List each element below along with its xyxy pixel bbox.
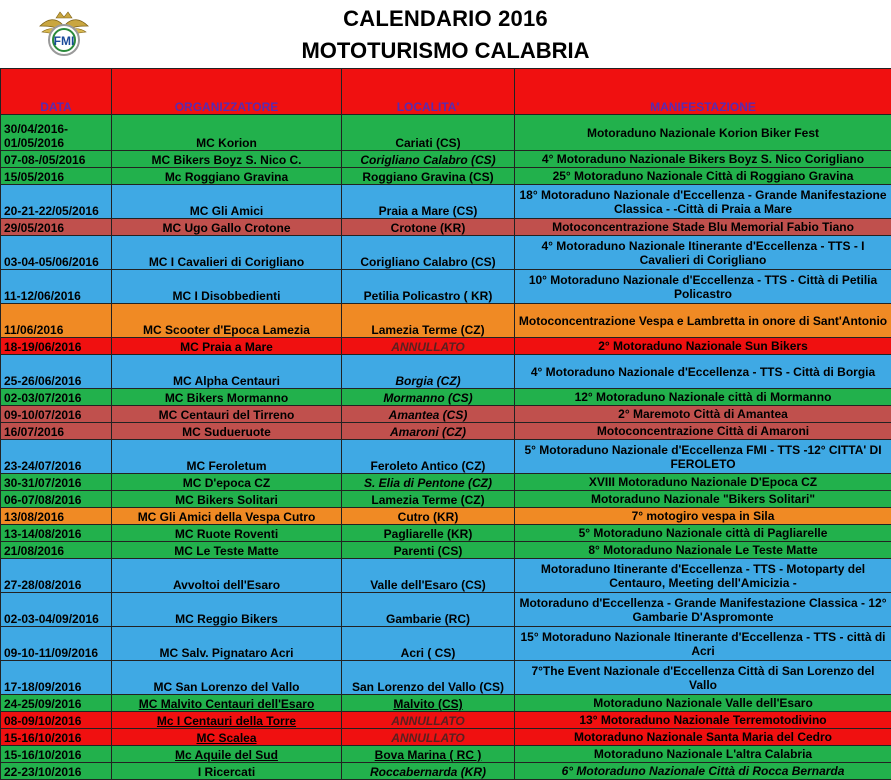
row-localita: Bova Marina ( RC ) — [342, 746, 515, 763]
row-localita: Roggiano Gravina (CS) — [342, 168, 515, 185]
table-row — [1, 406, 891, 423]
table-row — [1, 219, 891, 236]
row-organizzatore: Mc I Centauri della Torre — [112, 712, 342, 729]
table-row — [1, 115, 891, 151]
row-localita: Malvito (CS) — [342, 695, 515, 712]
row-date: 29/05/2016 — [1, 219, 112, 236]
row-organizzatore: Mc Aquile del Sud — [112, 746, 342, 763]
row-date: 25-26/06/2016 — [1, 355, 112, 389]
calendar-table-body — [1, 69, 891, 780]
calendar-table — [0, 68, 891, 780]
row-localita: Cutro (KR) — [342, 508, 515, 525]
row-date: 23-24/07/2016 — [1, 440, 112, 474]
table-row — [1, 542, 891, 559]
row-date: 07-08-/05/2016 — [1, 151, 112, 168]
page-title: CALENDARIO 2016 — [0, 6, 891, 32]
row-localita: Lamezia Terme (CZ) — [342, 491, 515, 508]
row-organizzatore: MC Ruote Roventi — [112, 525, 342, 542]
row-date: 30-31/07/2016 — [1, 474, 112, 491]
table-row — [1, 338, 891, 355]
row-date: 21/08/2016 — [1, 542, 112, 559]
row-manifestazione: Motoraduno Nazionale Korion Biker Fest — [515, 115, 891, 151]
row-manifestazione: Motoraduno Nazionale Valle dell'Esaro — [515, 695, 891, 712]
row-manifestazione: 6° Motoraduno Nazionale Città di Rocca Bernarda — [515, 763, 891, 780]
row-manifestazione: 4° Motoraduno Nazionale d'Eccellenza - TTS - Città di Borgia — [515, 355, 891, 389]
row-date: 20-21-22/05/2016 — [1, 185, 112, 219]
row-organizzatore: MC Reggio Bikers — [112, 593, 342, 627]
table-row — [1, 763, 891, 780]
row-organizzatore: MC Korion — [112, 115, 342, 151]
row-organizzatore: MC Bikers Solitari — [112, 491, 342, 508]
row-localita: Acri ( CS) — [342, 627, 515, 661]
row-date: 03-04-05/06/2016 — [1, 236, 112, 270]
row-organizzatore: MC Praia a Mare — [112, 338, 342, 355]
table-row — [1, 389, 891, 406]
row-manifestazione: 4° Motoraduno Nazionale Itinerante d'Eccellenza - TTS - I Cavalieri di Corigliano — [515, 236, 891, 270]
row-date: 15-16/10/2016 — [1, 729, 112, 746]
table-row — [1, 491, 891, 508]
row-manifestazione: Motoraduno Nazionale Santa Maria del Cedro — [515, 729, 891, 746]
row-localita: Corigliano Calabro (CS) — [342, 236, 515, 270]
table-row — [1, 304, 891, 338]
row-manifestazione: Motoraduno Nazionale L'altra Calabria — [515, 746, 891, 763]
row-manifestazione: 10° Motoraduno Nazionale d'Eccellenza - TTS - Città di Petilia Policastro — [515, 270, 891, 304]
table-row — [1, 695, 891, 712]
row-organizzatore: MC Scalea — [112, 729, 342, 746]
row-manifestazione: Motoconcentrazione Vespa e Lambretta in onore di Sant'Antonio — [515, 304, 891, 338]
column-header-organizzatore: ORGANIZZATORE — [112, 69, 342, 115]
column-header-localita: LOCALITA' — [342, 69, 515, 115]
row-localita: Corigliano Calabro (CS) — [342, 151, 515, 168]
table-row — [1, 559, 891, 593]
table-row — [1, 270, 891, 304]
row-manifestazione: 8° Motoraduno Nazionale Le Teste Matte — [515, 542, 891, 559]
table-row — [1, 593, 891, 627]
row-manifestazione: 15° Motoraduno Nazionale Itinerante d'Eccellenza - TTS - città di Acri — [515, 627, 891, 661]
row-date: 09-10/07/2016 — [1, 406, 112, 423]
row-organizzatore: MC Sudueruote — [112, 423, 342, 440]
row-manifestazione: 5° Motoraduno Nazionale d'Eccellenza FMI - TTS -12° CITTA' DI FEROLETO — [515, 440, 891, 474]
page-subtitle: MOTOTURISMO CALABRIA — [0, 38, 891, 64]
row-localita: Amaroni (CZ) — [342, 423, 515, 440]
row-date: 02-03/07/2016 — [1, 389, 112, 406]
row-organizzatore: MC Salv. Pignataro Acri — [112, 627, 342, 661]
row-date: 02-03-04/09/2016 — [1, 593, 112, 627]
row-organizzatore: MC Ugo Gallo Crotone — [112, 219, 342, 236]
svg-text:FMI: FMI — [54, 34, 75, 48]
row-localita: Petilia Policastro ( KR) — [342, 270, 515, 304]
row-localita: ANNULLATO — [342, 338, 515, 355]
row-localita: Pagliarelle (KR) — [342, 525, 515, 542]
row-organizzatore: MC Bikers Boyz S. Nico C. — [112, 151, 342, 168]
row-localita: Amantea (CS) — [342, 406, 515, 423]
row-date: 13/08/2016 — [1, 508, 112, 525]
table-row — [1, 746, 891, 763]
row-date: 11/06/2016 — [1, 304, 112, 338]
row-localita: Mormanno (CS) — [342, 389, 515, 406]
row-manifestazione: 5° Motoraduno Nazionale città di Pagliarelle — [515, 525, 891, 542]
row-date: 06-07/08/2016 — [1, 491, 112, 508]
page-header — [0, 0, 891, 68]
row-localita: Parenti (CS) — [342, 542, 515, 559]
row-organizzatore: Mc Roggiano Gravina — [112, 168, 342, 185]
row-localita: San Lorenzo del Vallo (CS) — [342, 661, 515, 695]
table-row — [1, 236, 891, 270]
row-localita: ANNULLATO — [342, 712, 515, 729]
table-row — [1, 729, 891, 746]
table-row — [1, 661, 891, 695]
row-manifestazione: Motoraduno Itinerante d'Eccellenza - TTS - Motoparty del Centauro, Meeting dell'Amicizia - — [515, 559, 891, 593]
row-localita: Praia a Mare (CS) — [342, 185, 515, 219]
row-localita: S. Elia di Pentone (CZ) — [342, 474, 515, 491]
row-manifestazione: Motoraduno d'Eccellenza - Grande Manifestazione Classica - 12° Gambarie D'Aspromonte — [515, 593, 891, 627]
row-organizzatore: MC Bikers Mormanno — [112, 389, 342, 406]
table-row — [1, 712, 891, 729]
row-manifestazione: 2° Motoraduno Nazionale Sun Bikers — [515, 338, 891, 355]
row-date: 11-12/06/2016 — [1, 270, 112, 304]
row-localita: Lamezia Terme (CZ) — [342, 304, 515, 338]
table-row — [1, 168, 891, 185]
row-organizzatore: MC D'epoca CZ — [112, 474, 342, 491]
row-organizzatore: MC Centauri del Tirreno — [112, 406, 342, 423]
row-manifestazione: 12° Motoraduno Nazionale città di Mormanno — [515, 389, 891, 406]
row-date: 09-10-11/09/2016 — [1, 627, 112, 661]
row-manifestazione: XVIII Motoraduno Nazionale D'Epoca CZ — [515, 474, 891, 491]
row-date: 17-18/09/2016 — [1, 661, 112, 695]
row-date: 22-23/10/2016 — [1, 763, 112, 780]
table-row — [1, 508, 891, 525]
row-localita: Gambarie (RC) — [342, 593, 515, 627]
table-header-row — [1, 69, 891, 115]
column-header-data: DATA — [1, 69, 112, 115]
row-date: 13-14/08/2016 — [1, 525, 112, 542]
row-localita: Roccabernarda (KR) — [342, 763, 515, 780]
row-organizzatore: MC Malvito Centauri dell'Esaro — [112, 695, 342, 712]
table-row — [1, 423, 891, 440]
row-date: 08-09/10/2016 — [1, 712, 112, 729]
table-row — [1, 627, 891, 661]
table-row — [1, 185, 891, 219]
row-organizzatore: MC Alpha Centauri — [112, 355, 342, 389]
row-organizzatore: MC I Cavalieri di Corigliano — [112, 236, 342, 270]
row-localita: Cariati (CS) — [342, 115, 515, 151]
row-localita: Borgia (CZ) — [342, 355, 515, 389]
row-manifestazione: 7° motogiro vespa in Sila — [515, 508, 891, 525]
row-manifestazione: 18° Motoraduno Nazionale d'Eccellenza - Grande Manifestazione Classica - -Città di Praia a Mare — [515, 185, 891, 219]
row-manifestazione: 13° Motoraduno Nazionale Terremotodivino — [515, 712, 891, 729]
table-row — [1, 474, 891, 491]
row-organizzatore: MC Le Teste Matte — [112, 542, 342, 559]
table-row — [1, 525, 891, 542]
row-manifestazione: 2° Maremoto Città di Amantea — [515, 406, 891, 423]
row-organizzatore: MC Feroletum — [112, 440, 342, 474]
row-localita: Crotone (KR) — [342, 219, 515, 236]
row-date: 27-28/08/2016 — [1, 559, 112, 593]
table-row — [1, 440, 891, 474]
row-organizzatore: MC Gli Amici della Vespa Cutro — [112, 508, 342, 525]
table-row — [1, 355, 891, 389]
row-manifestazione: Motoconcentrazione Stade Blu Memorial Fabio Tiano — [515, 219, 891, 236]
row-date: 15-16/10/2016 — [1, 746, 112, 763]
row-organizzatore: MC San Lorenzo del Vallo — [112, 661, 342, 695]
row-localita: Valle dell'Esaro (CS) — [342, 559, 515, 593]
row-date: 24-25/09/2016 — [1, 695, 112, 712]
row-date: 18-19/06/2016 — [1, 338, 112, 355]
row-organizzatore: MC I Disobbedienti — [112, 270, 342, 304]
row-manifestazione: Motoraduno Nazionale "Bikers Solitari" — [515, 491, 891, 508]
row-date: 30/04/2016- 01/05/2016 — [1, 115, 112, 151]
row-manifestazione: 7°The Event Nazionale d'Eccellenza Città di San Lorenzo del Vallo — [515, 661, 891, 695]
table-row — [1, 151, 891, 168]
row-organizzatore: MC Gli Amici — [112, 185, 342, 219]
row-manifestazione: 4° Motoraduno Nazionale Bikers Boyz S. Nico Corigliano — [515, 151, 891, 168]
row-localita: ANNULLATO — [342, 729, 515, 746]
row-organizzatore: Avvoltoi dell'Esaro — [112, 559, 342, 593]
row-organizzatore: MC Scooter d'Epoca Lamezia — [112, 304, 342, 338]
row-date: 16/07/2016 — [1, 423, 112, 440]
row-localita: Feroleto Antico (CZ) — [342, 440, 515, 474]
row-manifestazione: 25° Motoraduno Nazionale Città di Roggiano Gravina — [515, 168, 891, 185]
row-organizzatore: I Ricercati — [112, 763, 342, 780]
column-header-manifestazione: MANIFESTAZIONE — [515, 69, 891, 115]
row-manifestazione: Motoconcentrazione Città di Amaroni — [515, 423, 891, 440]
row-date: 15/05/2016 — [1, 168, 112, 185]
